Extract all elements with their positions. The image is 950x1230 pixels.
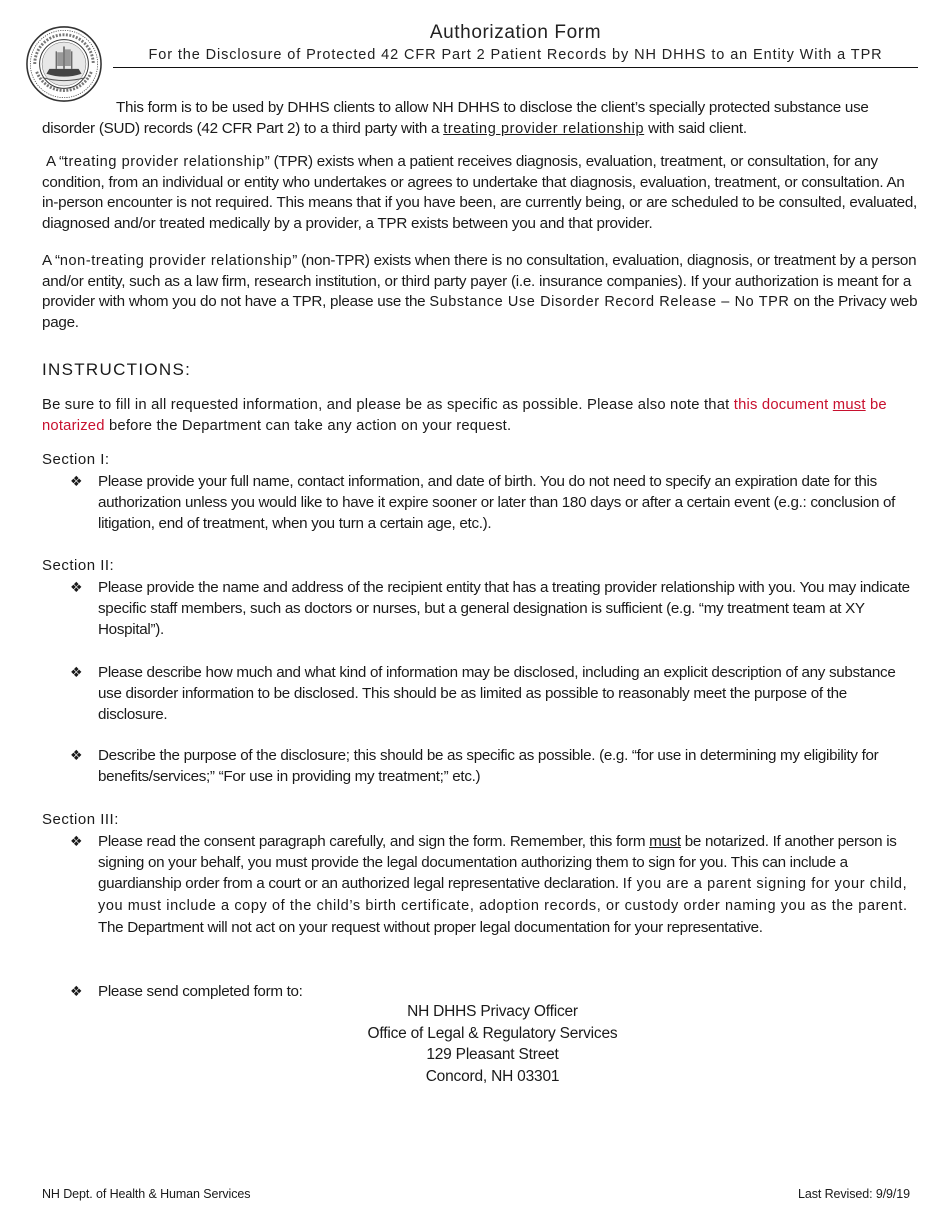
instructions-heading: INSTRUCTIONS:: [42, 360, 192, 379]
intro-p3-start: A “: [42, 252, 60, 269]
note-red-1: this document: [733, 397, 833, 413]
diamond-bullet-icon: ❖: [70, 579, 83, 595]
non-tpr-term: non-treating provider relationship: [59, 253, 293, 269]
section-3-bullet-1: [70, 831, 920, 938]
s3-b1-mid: be notarized. If another person is signing on your behalf, you must provide the legal documentation authorizing them to sign for you. This can include a guardianship order from a court or an authorized legal representative declaration.: [98, 833, 897, 892]
intro-p2-start: A “: [46, 153, 64, 170]
intro-p1-end: with said client.: [644, 119, 747, 137]
nh-state-seal-icon: [25, 25, 103, 103]
tpr-link-text: treating provider relationship: [443, 120, 645, 137]
bullet-text: [98, 831, 920, 938]
section-3-bullet-2: [70, 981, 920, 1002]
mailing-address: [300, 1001, 685, 1087]
header-divider: [113, 67, 918, 68]
s3-b1-end: The Department will not act on your request without proper legal documentation for your representative.: [98, 919, 763, 936]
section-2-bullet-3: [70, 745, 920, 787]
section-2-bullet-2: [70, 662, 920, 725]
address-line-3: 129 Pleasant Street: [426, 1046, 559, 1063]
footer-department: NH Dept. of Health & Human Services: [42, 1187, 251, 1201]
bullet-text: Please provide the name and address of the recipient entity that has a treating provider relationship with you. You may indicate specific staff members, such as doctors or nurses, but a general designation is sufficient (e.g. “my treatment team at XY Hospital”).: [98, 579, 910, 638]
diamond-bullet-icon: ❖: [70, 983, 83, 999]
intro-p2-rest: ” (TPR) exists when a patient receives diagnosis, evaluation, treatment, or consultation, for any condition, from an individual or entity who undertakes or agrees to undertake that diagnosis, evaluation, treatment, or consultation. An in-person encounter is not required. This means that if you have been, are currently being, or are scheduled to be consulted, evaluated, diagnosed and/or treated medically by a provider, a TPR exists between you and that provider.: [42, 153, 917, 232]
section-1-bullet-1: [70, 471, 920, 534]
bullet-text: Please provide your full name, contact information, and date of birth. You do not need to specify an expiration date for this authorization unless you would like to have it expire sooner or later than 180 days or after a certain event (e.g.: conclusion of litigation, end of treatment, when you turn a certain age, etc.).: [98, 473, 896, 532]
section-1-label: Section I:: [42, 451, 110, 468]
s3-b1-start: Please read the consent paragraph carefully, and sign the form. Remember, this form: [98, 833, 650, 850]
form-title: Authorization Form: [429, 22, 602, 43]
diamond-bullet-icon: ❖: [70, 473, 83, 489]
form-subtitle: For the Disclosure of Protected 42 CFR Part 2 Patient Records by NH DHHS to an Entity With a TPR: [148, 47, 883, 63]
diamond-bullet-icon: ❖: [70, 664, 83, 680]
diamond-bullet-icon: ❖: [70, 833, 83, 849]
bullet-text: Please send completed form to:: [98, 983, 303, 1000]
intro-paragraph-3: [42, 251, 920, 333]
tpr-term: treating provider relationship: [63, 154, 265, 170]
intro-paragraph-2: [42, 152, 920, 234]
no-tpr-form-name: Substance Use Disorder Record Release – No TPR: [429, 294, 790, 310]
note-red-must: must: [832, 397, 866, 413]
intro-p1-text: This form is to be used by DHHS clients to allow NH DHHS to disclose the client’s specially protected substance use disorder (SUD) records (42 CFR Part 2) to a third party with a: [42, 99, 869, 137]
bullet-text: Please describe how much and what kind of information may be disclosed, including an explicit description of any substance use disorder information to be disclosed. This should be as limited as possible to reasonably meet the purpose of the disclosure.: [98, 664, 896, 723]
s3-b1-must: must: [649, 833, 681, 850]
section-2-label: Section II:: [42, 557, 115, 574]
address-line-2: Office of Legal & Regulatory Services: [367, 1024, 618, 1042]
address-line-1: NH DHHS Privacy Officer: [407, 1003, 578, 1020]
intro-p3-end: on the Privacy web page.: [42, 293, 918, 331]
footer-revision-date: Last Revised: 9/9/19: [798, 1187, 910, 1201]
intro-paragraph-1: [42, 98, 920, 139]
address-line-4: Concord, NH 03301: [425, 1067, 560, 1085]
note-red-2: be notarized: [42, 397, 887, 434]
note-start: Be sure to fill in all requested information, and please be as specific as possible. Please also note that: [42, 397, 734, 413]
bullet-text: Describe the purpose of the disclosure; this should be as specific as possible. (e.g. “for use in determining my eligibility for benefits/services;” “For use in providing my treatment;” etc.): [98, 747, 879, 785]
section-3-label: Section III:: [42, 811, 119, 828]
s3-b1-parent: If you are a parent signing for your child, you must include a copy of the child’s birth certificate, adoption records, or custody order naming you as the parent.: [98, 876, 908, 914]
section-2-bullet-1: [70, 577, 920, 640]
notarize-note: [42, 395, 920, 436]
intro-p3-mid: ” (non-TPR) exists when there is no consultation, evaluation, diagnosis, or treatment by a person and/or entity, such as a law firm, research institution, or third party payer (i.e. insurance companies). If your authorization is meant for a provider with whom you do not have a TPR, please use the: [42, 252, 917, 310]
note-end: before the Department can take any action on your request.: [104, 417, 512, 434]
diamond-bullet-icon: ❖: [70, 747, 83, 763]
